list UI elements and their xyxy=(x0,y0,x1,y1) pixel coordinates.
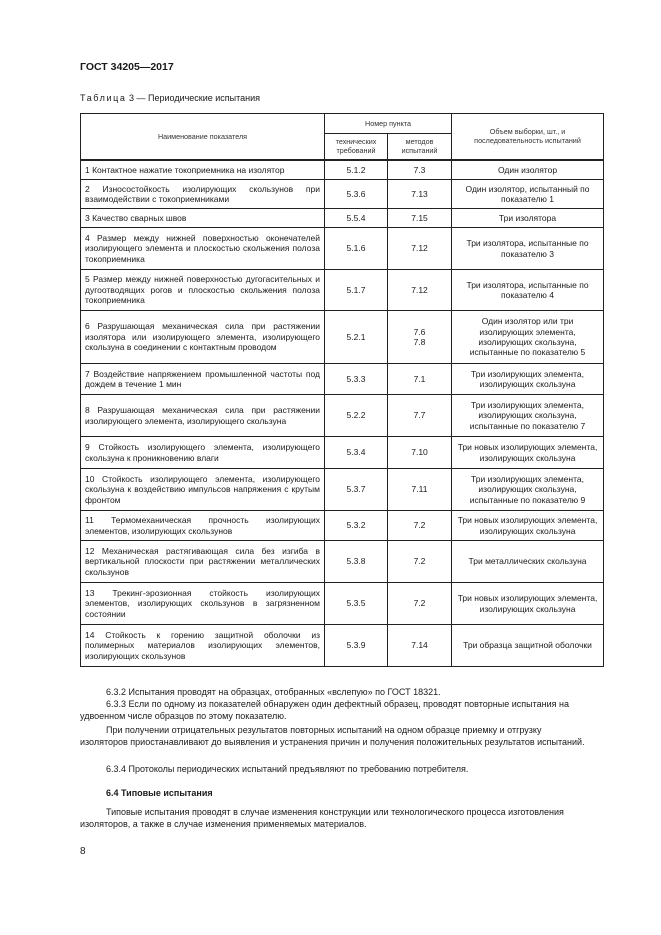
row-vol: Три изолирующих элемента, изолирующих скользуна, испытанные по показателю 7 xyxy=(452,395,604,437)
column-header-requirements: технических требований xyxy=(325,134,388,160)
table-row xyxy=(81,437,604,469)
column-header-group: Номер пункта xyxy=(325,114,452,134)
row-req: 5.3.8 xyxy=(325,541,388,583)
row-req: 5.3.4 xyxy=(325,437,388,469)
page-number: 8 xyxy=(80,846,86,857)
row-req: 5.3.9 xyxy=(325,625,388,667)
row-meth: 7.3 xyxy=(388,160,452,180)
row-vol: Три образца защитной оболочки xyxy=(452,625,604,667)
column-header-volume: Объем выборки, шт., и последовательность испытаний xyxy=(452,114,604,160)
table-row xyxy=(81,583,604,625)
table-row xyxy=(81,209,604,228)
section-heading-6-4: 6.4 Типовые испытания xyxy=(106,788,213,798)
row-name: 9 Стойкость изолирующего элемента, изолирующего скользуна к проникновению влаги xyxy=(81,437,325,469)
row-meth-value: 7.6 7.8 xyxy=(413,327,426,347)
row-meth: 7.7 xyxy=(388,395,452,437)
row-name: 8 Разрушающая механическая сила при растяжении изолирующего элемента, изолирующего скользуна xyxy=(81,395,325,437)
row-vol: Три изолирующих элемента, изолирующих скользуна xyxy=(452,364,604,395)
row-req: 5.2.1 xyxy=(325,311,388,364)
table-row xyxy=(81,395,604,437)
row-req: 5.1.2 xyxy=(325,160,388,180)
paragraph-6-3-3: 6.3.3 Если по одному из показателей обнаружен один дефектный образец, проводят повторные испытания на удвоенном числе образцов по этому показателю. xyxy=(80,699,569,721)
row-name: 7 Воздействие напряжением промышленной частоты под дождем в течение 1 мин xyxy=(81,364,325,395)
row-meth: 7.12 xyxy=(388,270,452,311)
row-req: 5.3.5 xyxy=(325,583,388,625)
table-row xyxy=(81,364,604,395)
table-row xyxy=(81,541,604,583)
table-row xyxy=(81,511,604,541)
row-meth: 7.10 xyxy=(388,437,452,469)
row-name: 6 Разрушающая механическая сила при растяжении изолятора или изолирующего элемента, изолирующего скользуна в соединении с контактным проводом xyxy=(81,311,325,364)
row-name: 4 Размер между нижней поверхностью оконечателей изолирующего элемента и плоскостью скольжения полоза токоприемника xyxy=(81,228,325,270)
document-header: ГОСТ 34205—2017 xyxy=(80,61,174,73)
column-header-methods: методов испытаний xyxy=(388,134,452,160)
row-vol: Один изолятор xyxy=(452,160,604,180)
row-req: 5.3.2 xyxy=(325,511,388,541)
row-meth: 7.14 xyxy=(388,625,452,667)
row-name: 13 Трекинг-эрозионная стойкость изолирующих элементов, изолирующих скользунов в загрязненном состоянии xyxy=(81,583,325,625)
row-name: 5 Размер между нижней поверхностью дугогасительных и дугоотводящих рогов и плоскостью скольжения полоза токоприемника xyxy=(81,270,325,311)
row-name: 10 Стойкость изолирующего элемента, изолирующего скользуна к воздействию импульсов напряжения с крутым фронтом xyxy=(81,469,325,511)
row-req: 5.3.3 xyxy=(325,364,388,395)
table-row xyxy=(81,311,604,364)
row-name: 2 Износостойкость изолирующих скользунов при взаимодействии с токоприемниками xyxy=(81,180,325,209)
row-meth: 7.2 xyxy=(388,541,452,583)
row-vol: Один изолятор, испытанный по показателю 1 xyxy=(452,180,604,209)
paragraph-6-3-4: 6.3.4 Протоколы периодических испытаний предъявляют по требованию потребителя. xyxy=(106,764,469,774)
row-req: 5.1.7 xyxy=(325,270,388,311)
table-caption-text: 3 — Периодические испытания xyxy=(126,93,261,103)
row-meth: 7.15 xyxy=(388,209,452,228)
column-header-name: Наименование показателя xyxy=(81,114,325,160)
row-vol: Три изолятора, испытанные по показателю 4 xyxy=(452,270,604,311)
row-name: 14 Стойкость к горению защитной оболочки из полимерных материалов изолирующих элементов, изолирующих скользунов xyxy=(81,625,325,667)
paragraph-6-4: Типовые испытания проводят в случае изменения конструкции или технологического процесса изготовления изоляторов, а также в случае изменения применяемых материалов. xyxy=(80,807,564,829)
row-meth: 7.12 xyxy=(388,228,452,270)
table-caption-label: Таблица xyxy=(80,93,127,103)
row-req: 5.3.7 xyxy=(325,469,388,511)
row-name: 1 Контактное нажатие токоприемника на изолятор xyxy=(81,160,325,180)
paragraph-6-3-3-cont: При получении отрицательных результатов повторных испытаний на одном образце приемку и отгрузку изоляторов приостанавливают до выявления и устранения причин и получения положительных результатов испытаний. xyxy=(80,725,585,747)
row-meth: 7.11 xyxy=(388,469,452,511)
table-row xyxy=(81,160,604,180)
row-req: 5.1.6 xyxy=(325,228,388,270)
row-name: 12 Механическая растягивающая сила без изгиба в вертикальной плоскости при растяжении металлических скользунов xyxy=(81,541,325,583)
table-row xyxy=(81,180,604,209)
row-vol: Три металлических скользуна xyxy=(452,541,604,583)
row-name: 3 Качество сварных швов xyxy=(81,209,325,228)
table-row xyxy=(81,270,604,311)
row-meth: 7.2 xyxy=(388,511,452,541)
row-name: 11 Термомеханическая прочность изолирующих элементов, изолирующих скользунов xyxy=(81,511,325,541)
row-vol: Три новых изолирующих элемента, изолирующих скользуна xyxy=(452,511,604,541)
table-caption xyxy=(80,93,260,103)
row-meth: 7.1 xyxy=(388,364,452,395)
row-vol: Три изолятора, испытанные по показателю 3 xyxy=(452,228,604,270)
row-meth: 7.13 xyxy=(388,180,452,209)
row-vol: Один изолятор или три изолирующих элемента, изолирующих скользуна, испытанные по показателю 5 xyxy=(452,311,604,364)
periodic-tests-table xyxy=(80,113,604,667)
table-row xyxy=(81,228,604,270)
row-vol: Три новых изолирующих элемента, изолирующих скользуна xyxy=(452,437,604,469)
row-vol: Три изолирующих элемента, изолирующих скользуна, испытанные по показателю 9 xyxy=(452,469,604,511)
row-vol: Три новых изолирующих элемента, изолирующих скользуна xyxy=(452,583,604,625)
paragraph-6-3-2: 6.3.2 Испытания проводят на образцах, отобранных «вслепую» по ГОСТ 18321. xyxy=(106,687,441,697)
table-row xyxy=(81,469,604,511)
row-vol: Три изолятора xyxy=(452,209,604,228)
row-req: 5.5.4 xyxy=(325,209,388,228)
row-req: 5.2.2 xyxy=(325,395,388,437)
row-meth xyxy=(388,311,452,364)
row-meth: 7.2 xyxy=(388,583,452,625)
row-req: 5.3.6 xyxy=(325,180,388,209)
table-row xyxy=(81,625,604,667)
